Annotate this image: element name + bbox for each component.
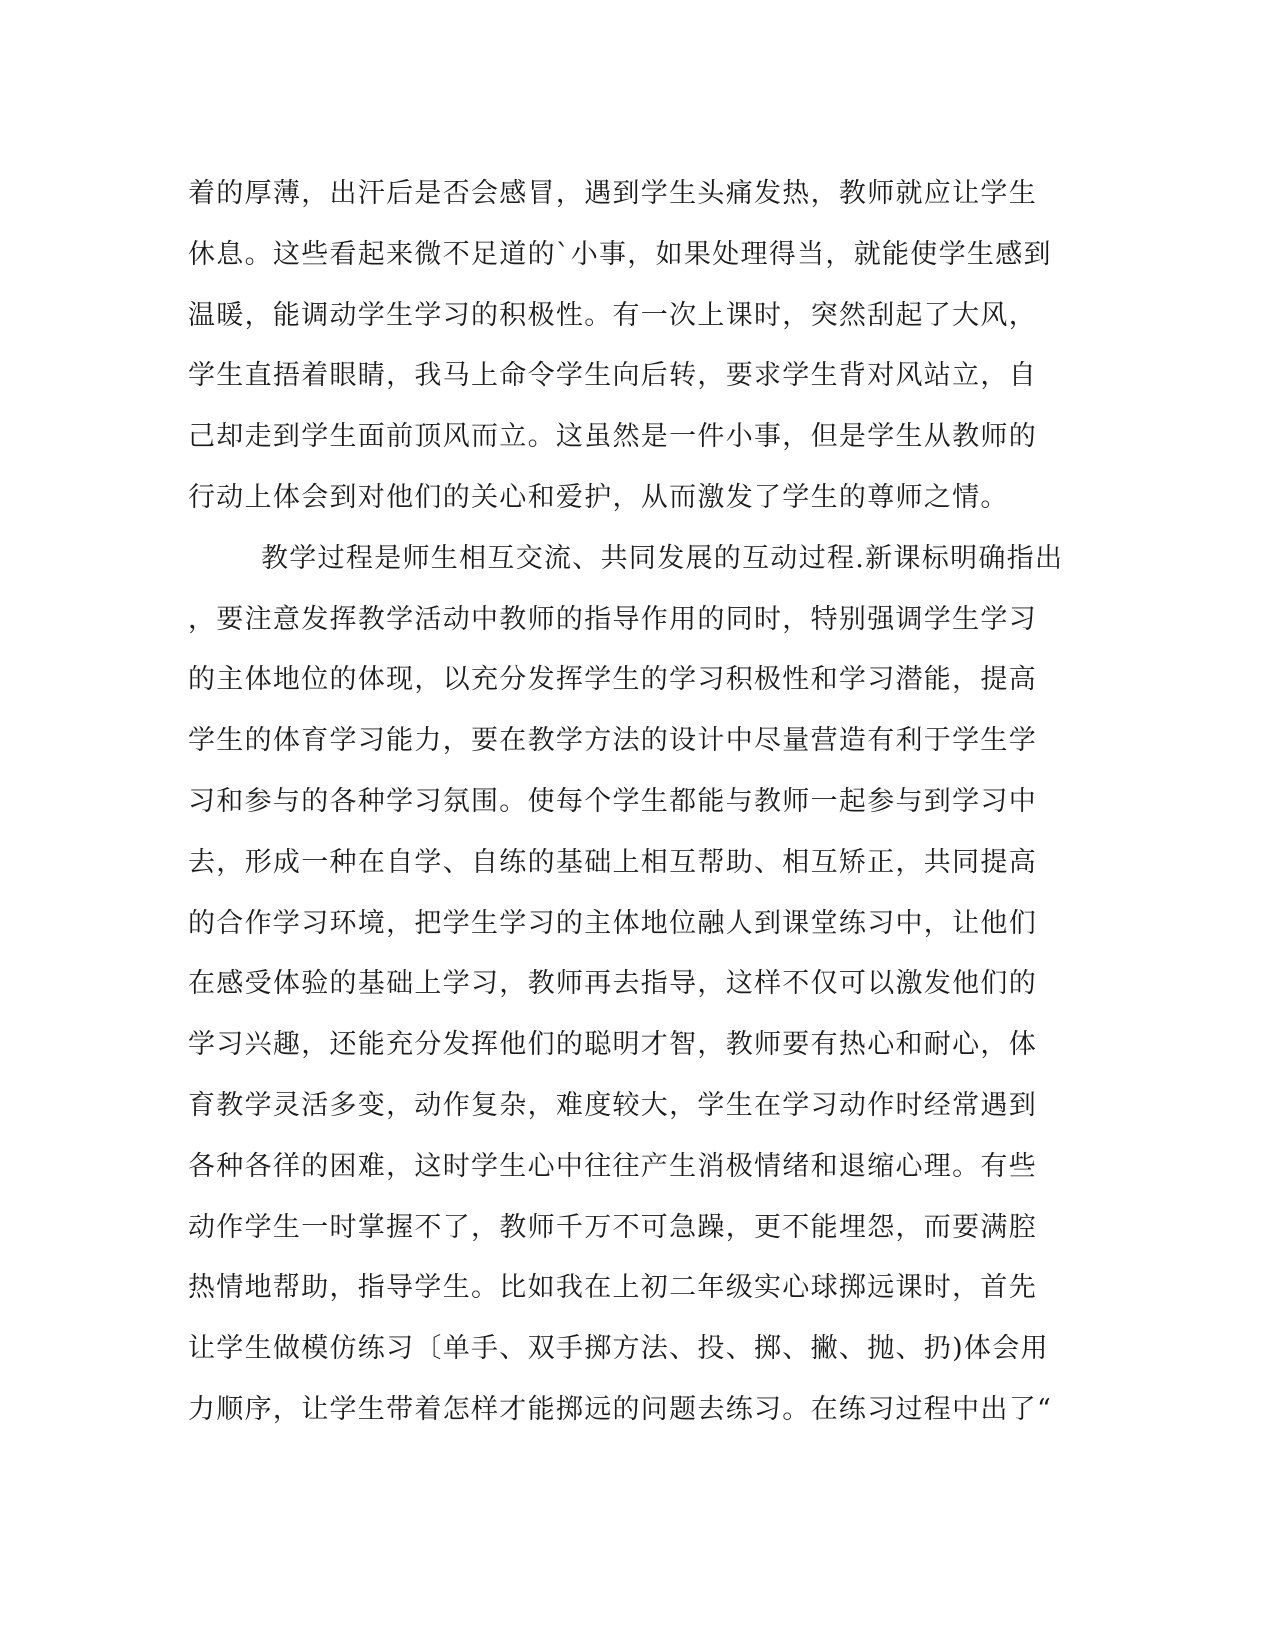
text-line: 着的厚薄，出汗后是否会感冒，遇到学生头痛发热，教师就应让学生 [188, 178, 1037, 209]
body-text [188, 164, 1088, 1441]
paragraph-first-line: 教学过程是师生相互交流、共同发展的互动过程.新课标明确指出 [261, 542, 1064, 574]
text-line: 去，形成一种在自学、自练的基础上相互帮助、相互矫正，共同提高 [188, 846, 1037, 878]
text-line: ，要注意发挥教学活动中教师的指导作用的同时，特别强调学生学习 [188, 603, 1037, 635]
text-line: 己却走到学生面前顶风而立。这虽然是一件小事，但是学生从教师的 [188, 421, 1037, 453]
text-line: 的合作学习环境，把学生学习的主体地位融人到课堂练习中，让他们 [188, 907, 1037, 939]
text-line: 行动上体会到对他们的关心和爱护，从而激发了学生的尊师之情。 [188, 481, 1009, 513]
text-line: 休息。这些看起来微不足道的`小事，如果处理得当，就能使学生感到 [188, 238, 1052, 270]
text-line: 学生直捂着眼睛，我马上命令学生向后转，要求学生背对风站立，自 [188, 360, 1037, 392]
text-line: 学生的体育学习能力，要在教学方法的设计中尽量营造有利于学生学 [188, 725, 1037, 757]
text-line: 力顺序，让学生带着怎样才能掷远的问题去练习。在练习过程中出了“ [188, 1393, 1053, 1425]
text-line: 各种各徉的困难，这时学生心中往往产生消极情绪和退缩心理。有些 [188, 1150, 1037, 1182]
text-line: 育教学灵活多变，动作复杂，难度较大，学生在学习动作时经常遇到 [188, 1089, 1037, 1121]
text-line: 学习兴趣，还能充分发挥他们的聪明才智，教师要有热心和耐心，体 [188, 1029, 1037, 1061]
text-line: 在感受体验的基础上学习，教师再去指导，这样不仅可以激发他们的 [188, 968, 1037, 1000]
text-line: 动作学生一时掌握不了，教师千万不可急躁，更不能埋怨，而要满腔 [188, 1211, 1037, 1243]
text-line: 的主体地位的体现，以充分发挥学生的学习积极性和学习潜能，提高 [188, 664, 1037, 696]
text-line: 习和参与的各种学习氛围。使每个学生都能与教师一起参与到学习中 [188, 785, 1037, 817]
text-line: 热情地帮助，指导学生。比如我在上初二年级实心球掷远课时，首先 [188, 1272, 1037, 1304]
text-line: 让学生做模仿练习〔单手、双手掷方法、投、掷、撇、抛、扔)体会用 [188, 1333, 1049, 1365]
text-line: 温暖，能调动学生学习的积极性。有一次上课时，突然刮起了大风， [188, 299, 1037, 331]
